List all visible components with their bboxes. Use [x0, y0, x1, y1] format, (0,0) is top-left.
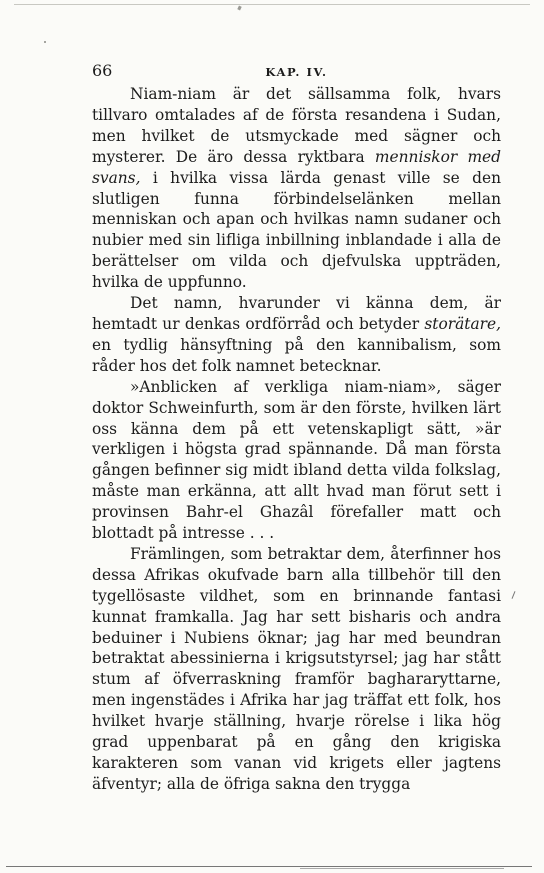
page-header	[92, 60, 501, 82]
page-number: 66	[92, 61, 113, 80]
paragraph-text: Niam-niam är det sällsamma folk, hvars tillvaro omtalades af de första resandena i Sudan, men hvilket de utsmyckade med sägner och mysterer. De äro dessa ryktbara	[92, 85, 501, 166]
paragraph	[92, 293, 501, 377]
top-ink-mark	[237, 6, 241, 11]
paragraph-text: »Anblicken af verkliga niam-niam», säger doktor Schweinfurth, som är den förste, hvilken lärt oss känna dem på ett vetenskapligt sätt, »är verkligen i högsta grad spännande. Då man första gången befinner sig midt ibland detta vilda folkslag, måste man erkänna, att allt hvad man förut sett i provinsen Bahr-el Ghazâl förefaller matt och blottadt på intresse . . .	[92, 377, 501, 543]
running-head: KAP. IV.	[265, 65, 328, 79]
paragraph-text: en tydlig hänsyftning på den kannibalism, som råder hos det folk namnet betecknar.	[92, 335, 501, 375]
bottom-edge-rule-secondary	[300, 868, 504, 869]
paragraph-text: Det namn, hvarunder vi känna dem, är hemtadt ur denkas ordförråd och betyder	[92, 294, 501, 333]
paragraph	[92, 377, 501, 544]
top-edge-rule	[14, 4, 530, 5]
paragraph	[92, 84, 501, 293]
body-text	[92, 84, 501, 795]
paragraph	[92, 544, 501, 795]
bottom-edge-rule	[6, 866, 532, 867]
ink-speck	[44, 41, 46, 43]
paragraph-emphasis: storätare,	[424, 314, 501, 333]
paragraph-emphasis: menniskor med svans,	[92, 147, 501, 187]
paragraph-text: i hvilka vissa lärda genast ville se den slutligen funna förbindelselänken mellan menniskan och apan och hvilkas namn sudaner och nubier med sin lifliga inbillning inblandade i alla de berättelser om vilda och djefvulska uppträden, hvilka de uppfunno.	[92, 168, 501, 292]
margin-pencil-mark	[512, 591, 516, 599]
paragraph-text: Främlingen, som betraktar dem, återfinner hos dessa Afrikas okufvade barn alla tillbehör till den tygellösaste vildhet, som en brinnande fantasi kunnat framkalla. Jag har sett bisharis och andra beduiner i Nubiens öknar; jag har med beundran betraktat abessinierna i krigsutstyrsel; jag har stått stum af öfverraskning framför baghararyttarne, men ingenstädes i Afrika har jag träffat ett folk, hos hvilket hvarje ställning, hvarje rörelse i lika hög grad uppenbarat på en gång den krigiska karakteren som vanan vid krigets eller jagtens äfventyr; alla de öfriga sakna den trygga	[92, 544, 501, 793]
